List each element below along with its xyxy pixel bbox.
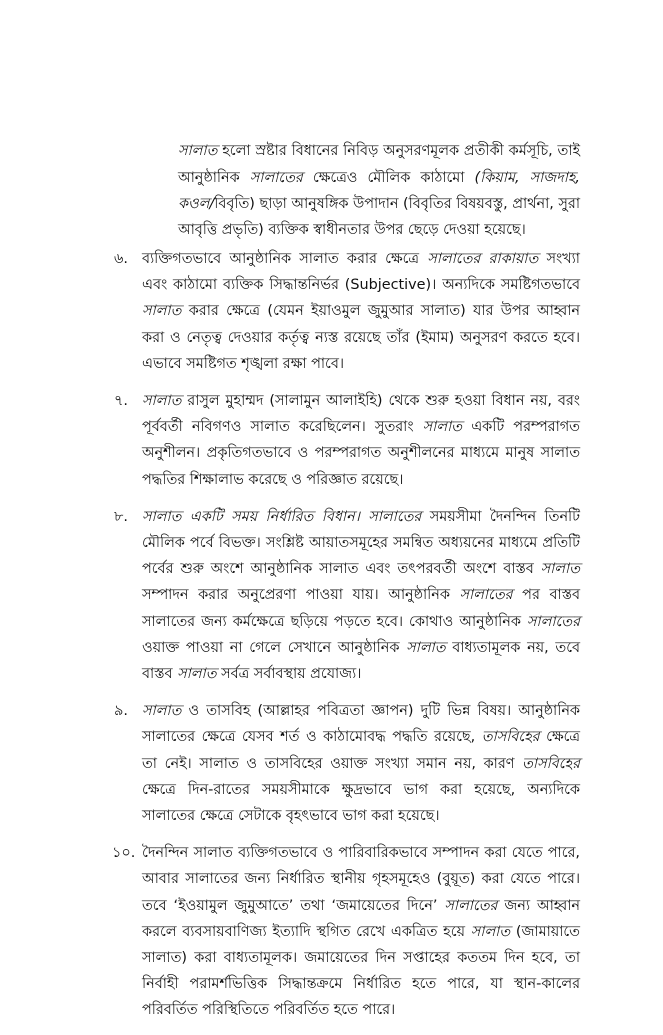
text-run: বাধ্যতামূলক নয়, তবে বাস্তব [142, 639, 580, 683]
text-run: সালাতের [444, 897, 498, 914]
numbered-list [114, 246, 580, 1035]
list-item-9 [114, 698, 580, 829]
text-run: (জামায়াতে সালাত) করা বাধ্যতামূলক। জমায়েতের দিন সপ্তাহের কততম দিন হবে, তা নির্বাহী পরামর্শভিত্তিক সিদ্ধান্তক্রমে নির্ধারিত হতে পারে, যা স্থান-কালের পরিবর্তিত পরিস্থিতিতে পরিবর্তিত হতে পারে। [142, 923, 580, 1019]
intro-paragraph [178, 138, 580, 243]
text-run: সালাত [142, 393, 182, 410]
intro-text-run: বিবৃতি) ছাড়া আনুষঙ্গিক উপাদান (বিবৃতির বিষয়বস্তু, প্রার্থনা, সুরা আবৃত্তি প্রভৃতি) ব্যক্তিক স্বাধীনতার উপর ছেড়ে দেওয়া হয়েছে। [178, 195, 580, 238]
intro-text-run: (কিয়াম, সাজদাহ, কওল/ [178, 169, 581, 212]
item-number: ৮. [114, 508, 128, 525]
text-run: পর বাস্তব সালাতের জন্য কর্মক্ষেত্রে ছড়িয়ে পড়তে হবে। কোথাও আনুষ্ঠানিক [142, 587, 580, 630]
text-run: ওয়াক্ত পাওয়া না গেলে সেখানে আনুষ্ঠানিক [142, 639, 407, 656]
text-run: সংখ্যা এবং কাঠামো ব্যক্তিক সিদ্ধান্তনির্ভর (Subjective)। অন্যদিকে সমষ্টিগতভাবে [142, 251, 580, 294]
list-item-10 [114, 840, 580, 1023]
text-run: ও তাসবিহ (আল্লাহর পবিত্রতা জ্ঞাপন) দুটি ভিন্ন বিষয়। আনুষ্ঠানিক সালাতের ক্ষেত্রে যেসব শর্ত ও কাঠামোবদ্ধ পদ্ধতি রয়েছে, [142, 703, 580, 746]
list-item-7 [114, 388, 580, 493]
item-number: ৭. [114, 393, 128, 410]
text-run: জন্য আহ্বান করলে ব্যবসায়বাণিজ্য ইত্যাদি স্থগিত রেখে একত্রিত হয়ে [142, 897, 580, 940]
text-run: সালাত [540, 561, 580, 578]
text-run: সালাত [142, 303, 182, 320]
text-run: সালাতের রাকায়াত [427, 251, 539, 267]
intro-text-run: ক্ষেত্রেও মৌলিক কাঠামো [302, 169, 475, 186]
text-run: সর্বত্র সর্বাবস্থায় প্রযোজ্য। [216, 666, 362, 683]
text-run: সালাতের [459, 587, 513, 604]
item-number: ৬. [114, 251, 128, 267]
text-run: ক্ষেত্রে তা নেই। সালাত ও তাসবিহের ওয়াক্ত সংখ্যা সমান নয়, কারণ [142, 729, 580, 772]
text-run: করার ক্ষেত্রে (যেমন ইয়াওমুল জুমুআর সালাত) যার উপর আহ্বান করা ও নেতৃত্ব দেওয়ার কর্তৃত্ব ন্যস্ত রয়েছে তাঁর (ইমাম) অনুসরণ করতে হবে। এভাবে সমষ্টিগত শৃঙ্খলা রক্ষা পাবে। [142, 303, 580, 372]
item-number: ৯. [114, 703, 128, 720]
item-number: ১০. [112, 845, 136, 862]
list-item-6 [114, 246, 580, 377]
intro-text-run: সালাতের [249, 169, 303, 186]
text-run: একটি পরম্পরাগত অনুশীলন। প্রকৃতিগতভাবে ও পরম্পরাগত অনুশীলনের মাধ্যমে মানুষ সালাত পদ্ধতির শিক্ষালাভ করেছে ও পরিজ্ঞাত রয়েছে। [142, 419, 580, 488]
text-run: সালাত [406, 639, 446, 656]
text-run: দৈনন্দিন সালাত ব্যক্তিগতভাবে ও পারিবারিকভাবে সম্পাদন করা যেতে পারে, আবার সালাতের জন্য নির্ধারিত স্থানীয় গৃহসমূহেও (বুয়ূত) করা যেতে পারে। তবে ‘ইওয়ামুল জুমুআতে’ তথা ‘জমায়েতের দিনে’ [142, 845, 580, 914]
text-run: সালাতের [526, 613, 580, 630]
intro-text-run: সালাত [178, 143, 218, 160]
text-run: সালাত [142, 703, 182, 720]
text-run: ক্ষেত্রে দিন-রাতের সময়সীমাকে ক্ষুদ্রভাবে ভাগ করা হয়েছে, অন্যদিকে সালাতের ক্ষেত্রে সেটাকে বৃহৎভাবে ভাগ করা হয়েছে। [142, 781, 580, 825]
list-item-8 [114, 504, 580, 687]
text-run: সালাত একটি সময় নির্ধারিত বিধান। সালাতের [142, 508, 422, 525]
text-run: সালাত [422, 419, 463, 436]
text-run: ব্যক্তিগতভাবে আনুষ্ঠানিক সালাত করার ক্ষেত্রে [142, 251, 428, 267]
text-run: সালাত [177, 666, 217, 683]
intro-text-run: হলো স্রষ্টার বিধানের নিবিড় অনুসরণমূলক প্রতীকী কর্মসূচি, তাই আনুষ্ঠানিক [178, 143, 580, 186]
text-run: তাসবিহের [481, 729, 540, 746]
text-run: সালাত [470, 923, 511, 940]
text-run: সম্পাদন করার অনুপ্রেরণা পাওয়া যায়। আনুষ্ঠানিক [142, 587, 460, 604]
text-run: সময়সীমা দৈনন্দিন তিনটি মৌলিক পর্বে বিভক্ত। সংশ্লিষ্ট আয়াতসমূহের সমন্বিত অধ্যয়নের মাধ্যমে প্রতিটি পর্বের শুরু অংশে আনুষ্ঠানিক সালাত এবং তৎপরবর্তী অংশে বাস্তব [142, 508, 581, 578]
text-run: রাসুল মুহাম্মদ (সালামুন আলাইহি) থেকে শুরু হওয়া বিধান নয়, বরং পূর্ববর্তী নবিগণও সালাত করেছিলেন। সুতরাং [142, 393, 580, 436]
text-run: তাসবিহের [522, 755, 580, 772]
